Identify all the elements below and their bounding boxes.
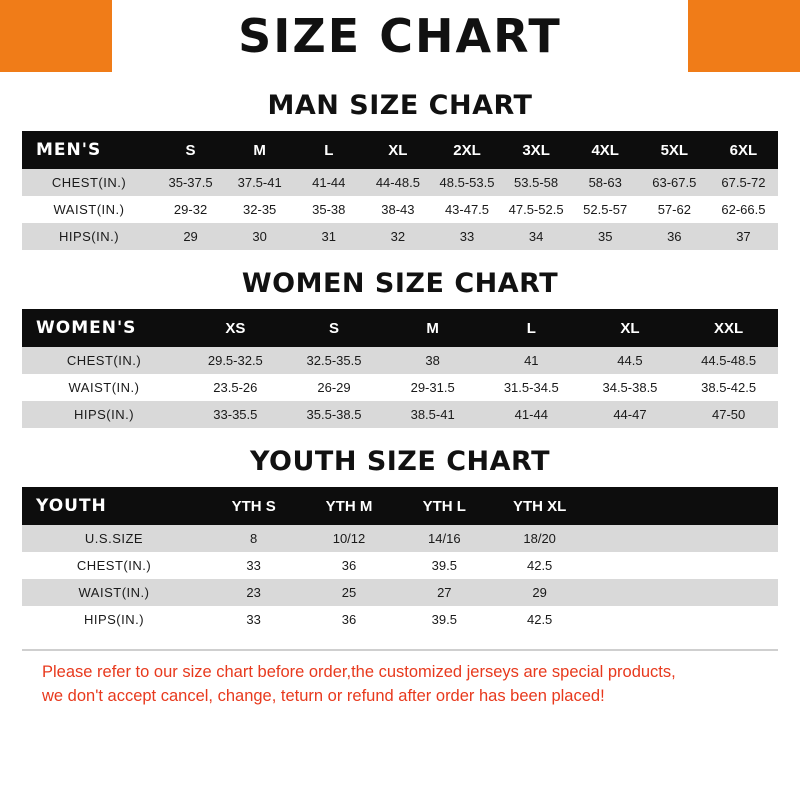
youth-table-body: [22, 525, 778, 633]
youth-section-title: YOUTH SIZE CHART: [249, 446, 551, 477]
youth-waist-empty-2: [683, 579, 778, 606]
men-hips-xl: 32: [363, 223, 432, 250]
youth-hips-m: 36: [301, 606, 396, 633]
youth-col-m: YTH M: [301, 487, 396, 525]
youth-ussize-empty-2: [683, 525, 778, 552]
women-chest-xl: 44.5: [581, 347, 680, 374]
youth-ussize-l: 14/16: [397, 525, 492, 552]
women-col-xl: XL: [581, 309, 680, 347]
youth-col-empty-2: [683, 487, 778, 525]
youth-hips-s: 33: [206, 606, 301, 633]
men-chest-6xl: 67.5-72: [709, 169, 778, 196]
table-header-row: [22, 309, 778, 347]
men-table-head: [22, 131, 778, 169]
youth-ussize-s: 8: [206, 525, 301, 552]
men-hips-s: 29: [156, 223, 225, 250]
women-hips-s: 35.5-38.5: [285, 401, 384, 428]
youth-chest-label: CHEST(IN.): [22, 552, 206, 579]
youth-waist-empty-1: [587, 579, 682, 606]
women-size-table: [22, 309, 778, 428]
youth-chest-s: 33: [206, 552, 301, 579]
youth-chest-empty-1: [587, 552, 682, 579]
table-row: [22, 223, 778, 250]
women-row-header: WOMEN'S: [22, 309, 186, 347]
men-hips-6xl: 37: [709, 223, 778, 250]
table-row: [22, 606, 778, 633]
men-waist-6xl: 62-66.5: [709, 196, 778, 223]
men-size-table: [22, 131, 778, 250]
women-chest-l: 41: [482, 347, 581, 374]
youth-row-header: YOUTH: [22, 487, 206, 525]
table-row: [22, 552, 778, 579]
men-chest-5xl: 63-67.5: [640, 169, 709, 196]
youth-waist-xl: 29: [492, 579, 587, 606]
women-waist-xs: 23.5-26: [186, 374, 285, 401]
table-row: [22, 401, 778, 428]
men-hips-3xl: 34: [502, 223, 571, 250]
youth-chest-xl: 42.5: [492, 552, 587, 579]
men-col-6xl: 6XL: [709, 131, 778, 169]
women-waist-xxl: 38.5-42.5: [679, 374, 778, 401]
men-waist-l: 35-38: [294, 196, 363, 223]
men-hips-label: HIPS(IN.): [22, 223, 156, 250]
men-waist-m: 32-35: [225, 196, 294, 223]
youth-ussize-m: 10/12: [301, 525, 396, 552]
youth-ussize-label: U.S.SIZE: [22, 525, 206, 552]
header-banner: [0, 0, 800, 72]
chart-content: [0, 90, 800, 709]
youth-size-table: [22, 487, 778, 633]
men-col-4xl: 4XL: [571, 131, 640, 169]
women-col-m: M: [383, 309, 482, 347]
women-hips-label: HIPS(IN.): [22, 401, 186, 428]
youth-col-l: YTH L: [397, 487, 492, 525]
men-col-l: L: [294, 131, 363, 169]
women-waist-l: 31.5-34.5: [482, 374, 581, 401]
men-chest-s: 35-37.5: [156, 169, 225, 196]
men-waist-s: 29-32: [156, 196, 225, 223]
footer-note-line-1: Please refer to our size chart before order,the customized jerseys are special products,: [42, 663, 676, 681]
men-col-m: M: [225, 131, 294, 169]
women-hips-xxl: 47-50: [679, 401, 778, 428]
women-col-l: L: [482, 309, 581, 347]
men-chest-xl: 44-48.5: [363, 169, 432, 196]
youth-waist-s: 23: [206, 579, 301, 606]
men-chest-label: CHEST(IN.): [22, 169, 156, 196]
women-col-s: S: [285, 309, 384, 347]
youth-hips-xl: 42.5: [492, 606, 587, 633]
women-hips-xs: 33-35.5: [186, 401, 285, 428]
women-chest-label: CHEST(IN.): [22, 347, 186, 374]
table-header-row: [22, 487, 778, 525]
women-chest-m: 38: [383, 347, 482, 374]
women-hips-l: 41-44: [482, 401, 581, 428]
table-header-row: [22, 131, 778, 169]
women-waist-m: 29-31.5: [383, 374, 482, 401]
men-waist-2xl: 43-47.5: [432, 196, 501, 223]
youth-col-xl: YTH XL: [492, 487, 587, 525]
men-waist-label: WAIST(IN.): [22, 196, 156, 223]
men-hips-4xl: 35: [571, 223, 640, 250]
youth-hips-label: HIPS(IN.): [22, 606, 206, 633]
men-waist-xl: 38-43: [363, 196, 432, 223]
men-waist-5xl: 57-62: [640, 196, 709, 223]
women-col-xxl: XXL: [679, 309, 778, 347]
women-waist-label: WAIST(IN.): [22, 374, 186, 401]
men-chest-3xl: 53.5-58: [502, 169, 571, 196]
women-table-head: [22, 309, 778, 347]
table-row: [22, 374, 778, 401]
men-waist-3xl: 47.5-52.5: [502, 196, 571, 223]
youth-hips-empty-2: [683, 606, 778, 633]
men-chest-l: 41-44: [294, 169, 363, 196]
men-row-header: MEN'S: [22, 131, 156, 169]
men-col-xl: XL: [363, 131, 432, 169]
men-hips-5xl: 36: [640, 223, 709, 250]
men-col-5xl: 5XL: [640, 131, 709, 169]
women-chest-xs: 29.5-32.5: [186, 347, 285, 374]
men-section-title: MAN SIZE CHART: [267, 90, 533, 121]
youth-hips-empty-1: [587, 606, 682, 633]
banner-right-accent: [688, 0, 800, 72]
men-hips-m: 30: [225, 223, 294, 250]
youth-chest-m: 36: [301, 552, 396, 579]
footer-note: [22, 649, 778, 709]
women-waist-xl: 34.5-38.5: [581, 374, 680, 401]
men-table-body: [22, 169, 778, 250]
women-table-body: [22, 347, 778, 428]
banner-left-accent: [0, 0, 112, 72]
footer-note-line-2: we don't accept cancel, change, teturn or refund after order has been placed!: [42, 686, 605, 705]
men-chest-4xl: 58-63: [571, 169, 640, 196]
youth-col-s: YTH S: [206, 487, 301, 525]
youth-ussize-empty-1: [587, 525, 682, 552]
men-chest-2xl: 48.5-53.5: [432, 169, 501, 196]
youth-chest-l: 39.5: [397, 552, 492, 579]
women-hips-m: 38.5-41: [383, 401, 482, 428]
youth-chest-empty-2: [683, 552, 778, 579]
men-col-3xl: 3XL: [502, 131, 571, 169]
women-section-title: WOMEN SIZE CHART: [241, 268, 559, 299]
men-waist-4xl: 52.5-57: [571, 196, 640, 223]
youth-ussize-xl: 18/20: [492, 525, 587, 552]
youth-col-empty-1: [587, 487, 682, 525]
women-hips-xl: 44-47: [581, 401, 680, 428]
women-chest-s: 32.5-35.5: [285, 347, 384, 374]
youth-table-head: [22, 487, 778, 525]
page-title: SIZE CHART: [238, 9, 562, 63]
men-hips-2xl: 33: [432, 223, 501, 250]
men-col-s: S: [156, 131, 225, 169]
youth-waist-m: 25: [301, 579, 396, 606]
table-row: [22, 579, 778, 606]
youth-waist-l: 27: [397, 579, 492, 606]
table-row: [22, 169, 778, 196]
youth-waist-label: WAIST(IN.): [22, 579, 206, 606]
women-chest-xxl: 44.5-48.5: [679, 347, 778, 374]
table-row: [22, 347, 778, 374]
table-row: [22, 525, 778, 552]
youth-hips-l: 39.5: [397, 606, 492, 633]
men-hips-l: 31: [294, 223, 363, 250]
women-waist-s: 26-29: [285, 374, 384, 401]
men-col-2xl: 2XL: [432, 131, 501, 169]
women-col-xs: XS: [186, 309, 285, 347]
men-chest-m: 37.5-41: [225, 169, 294, 196]
table-row: [22, 196, 778, 223]
